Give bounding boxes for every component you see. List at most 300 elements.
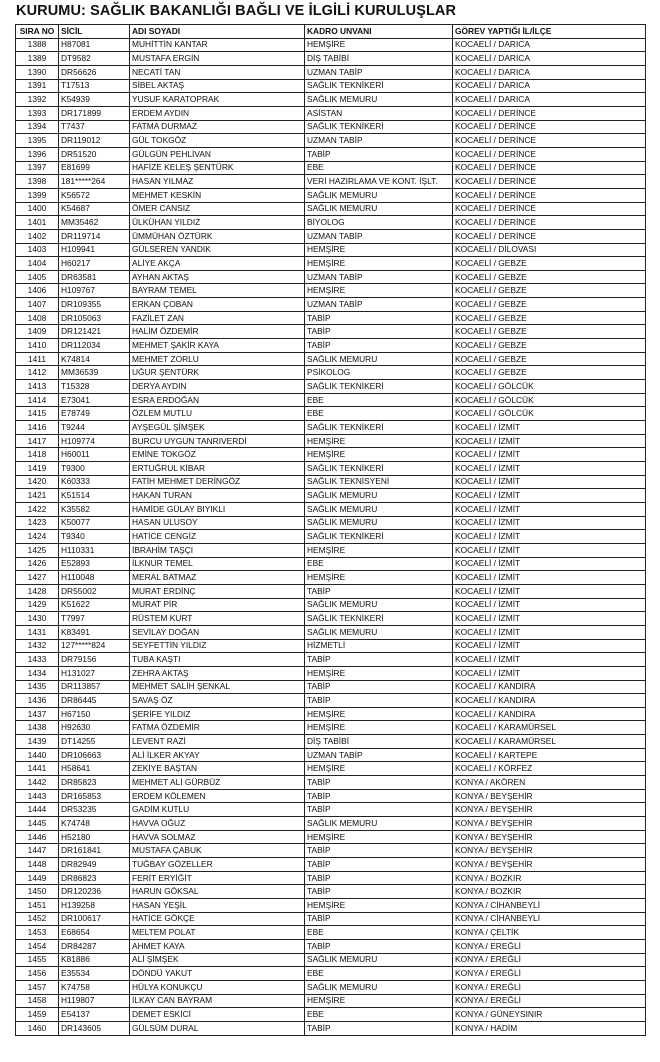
sira-no-cell: 1454 <box>16 939 59 953</box>
table-row <box>16 52 646 66</box>
table-row <box>16 844 646 858</box>
adi-soyadi-cell: DERYA AYDIN <box>130 380 305 394</box>
gorev-yeri-cell: KOCAELİ / KANDIRA <box>453 694 646 708</box>
sira-no-cell: 1438 <box>16 721 59 735</box>
kadro-unvani-cell: TABİP <box>305 680 453 694</box>
table-row <box>16 721 646 735</box>
header-kadro-unvani: KADRO UNVANI <box>305 25 453 39</box>
sira-no-cell: 1424 <box>16 530 59 544</box>
sicil-cell: MM36539 <box>59 366 130 380</box>
gorev-yeri-cell: KOCAELİ / İZMİT <box>453 475 646 489</box>
adi-soyadi-cell: YUSUF KARATOPRAK <box>130 93 305 107</box>
sicil-cell: K51514 <box>59 489 130 503</box>
sicil-cell: DR106663 <box>59 748 130 762</box>
kadro-unvani-cell: HEMŞİRE <box>305 721 453 735</box>
sira-no-cell: 1442 <box>16 776 59 790</box>
sicil-cell: T15328 <box>59 380 130 394</box>
table-row <box>16 516 646 530</box>
adi-soyadi-cell: NECATİ TAN <box>130 65 305 79</box>
sira-no-cell: 1396 <box>16 147 59 161</box>
kadro-unvani-cell: TABİP <box>305 789 453 803</box>
sicil-cell: K56572 <box>59 188 130 202</box>
gorev-yeri-cell: KOCAELİ / İZMİT <box>453 448 646 462</box>
table-row <box>16 229 646 243</box>
adi-soyadi-cell: ÖMER CANSIZ <box>130 202 305 216</box>
gorev-yeri-cell: KOCAELİ / DERİNCE <box>453 106 646 120</box>
gorev-yeri-cell: KONYA / EREĞLİ <box>453 980 646 994</box>
sicil-cell: K74758 <box>59 980 130 994</box>
sira-no-cell: 1413 <box>16 380 59 394</box>
sicil-cell: H110048 <box>59 571 130 585</box>
adi-soyadi-cell: HÜLYA KONUKÇU <box>130 980 305 994</box>
kadro-unvani-cell: SAĞLIK MEMURU <box>305 202 453 216</box>
gorev-yeri-cell: KOCAELİ / GEBZE <box>453 257 646 271</box>
sira-no-cell: 1446 <box>16 830 59 844</box>
adi-soyadi-cell: ÜLKÜHAN YILDIZ <box>130 216 305 230</box>
gorev-yeri-cell: KOCAELİ / İZMİT <box>453 612 646 626</box>
table-row <box>16 680 646 694</box>
gorev-yeri-cell: KOCAELİ / GÖLCÜK <box>453 380 646 394</box>
sicil-cell: DR109355 <box>59 298 130 312</box>
adi-soyadi-cell: MEHMET ŞAKİR KAYA <box>130 339 305 353</box>
table-row <box>16 694 646 708</box>
sira-no-cell: 1419 <box>16 462 59 476</box>
gorev-yeri-cell: KOCAELİ / KÖRFEZ <box>453 762 646 776</box>
adi-soyadi-cell: MUSTAFA ÇABUK <box>130 844 305 858</box>
adi-soyadi-cell: SEVİLAY DOĞAN <box>130 625 305 639</box>
table-row <box>16 994 646 1008</box>
sicil-cell: E54137 <box>59 1008 130 1022</box>
page-title: KURUMU: SAĞLIK BAKANLIĞI BAĞLI VE İLGİLİ KURULUŞLAR <box>16 3 457 19</box>
kadro-unvani-cell: SAĞLIK MEMURU <box>305 188 453 202</box>
sira-no-cell: 1460 <box>16 1021 59 1035</box>
sira-no-cell: 1394 <box>16 120 59 134</box>
gorev-yeri-cell: KOCAELİ / KANDIRA <box>453 680 646 694</box>
sicil-cell: DT9582 <box>59 52 130 66</box>
gorev-yeri-cell: KOCAELİ / DERİNCE <box>453 147 646 161</box>
table-row <box>16 270 646 284</box>
sicil-cell: DR161841 <box>59 844 130 858</box>
sira-no-cell: 1458 <box>16 994 59 1008</box>
sira-no-cell: 1402 <box>16 229 59 243</box>
kadro-unvani-cell: SAĞLIK TEKNİSYENİ <box>305 475 453 489</box>
adi-soyadi-cell: MEHMET SALİH ŞENKAL <box>130 680 305 694</box>
gorev-yeri-cell: KONYA / CİHANBEYLİ <box>453 899 646 913</box>
gorev-yeri-cell: KOCAELİ / GEBZE <box>453 298 646 312</box>
adi-soyadi-cell: ÖZLEM MUTLU <box>130 407 305 421</box>
sicil-cell: H60011 <box>59 448 130 462</box>
adi-soyadi-cell: ALİYE AKÇA <box>130 257 305 271</box>
sicil-cell: DR112034 <box>59 339 130 353</box>
sicil-cell: H119807 <box>59 994 130 1008</box>
sira-no-cell: 1453 <box>16 926 59 940</box>
gorev-yeri-cell: KOCAELİ / GÖLCÜK <box>453 393 646 407</box>
adi-soyadi-cell: MEHMET KESKİN <box>130 188 305 202</box>
table-row <box>16 858 646 872</box>
gorev-yeri-cell: KOCAELİ / İZMİT <box>453 516 646 530</box>
kadro-unvani-cell: EBE <box>305 926 453 940</box>
table-row <box>16 161 646 175</box>
sira-no-cell: 1395 <box>16 134 59 148</box>
table-row <box>16 202 646 216</box>
sira-no-cell: 1459 <box>16 1008 59 1022</box>
sira-no-cell: 1440 <box>16 748 59 762</box>
adi-soyadi-cell: ESRA ERDOĞAN <box>130 393 305 407</box>
sicil-cell: DR165853 <box>59 789 130 803</box>
table-row <box>16 502 646 516</box>
sira-no-cell: 1449 <box>16 871 59 885</box>
adi-soyadi-cell: AHMET KAYA <box>130 939 305 953</box>
gorev-yeri-cell: KOCAELİ / İZMİT <box>453 502 646 516</box>
gorev-yeri-cell: KOCAELİ / İZMİT <box>453 584 646 598</box>
sira-no-cell: 1391 <box>16 79 59 93</box>
table-row <box>16 653 646 667</box>
sicil-cell: T7997 <box>59 612 130 626</box>
table-row <box>16 175 646 189</box>
sicil-cell: T7437 <box>59 120 130 134</box>
sicil-cell: DR113857 <box>59 680 130 694</box>
gorev-yeri-cell: KOCAELİ / GEBZE <box>453 352 646 366</box>
sira-no-cell: 1439 <box>16 735 59 749</box>
sira-no-cell: 1427 <box>16 571 59 585</box>
sira-no-cell: 1411 <box>16 352 59 366</box>
adi-soyadi-cell: FAZİLET ZAN <box>130 311 305 325</box>
sira-no-cell: 1405 <box>16 270 59 284</box>
sira-no-cell: 1423 <box>16 516 59 530</box>
kadro-unvani-cell: TABİP <box>305 311 453 325</box>
sira-no-cell: 1392 <box>16 93 59 107</box>
kadro-unvani-cell: TABİP <box>305 803 453 817</box>
kadro-unvani-cell: SAĞLIK TEKNİKERİ <box>305 462 453 476</box>
sira-no-cell: 1457 <box>16 980 59 994</box>
sira-no-cell: 1401 <box>16 216 59 230</box>
adi-soyadi-cell: GÜLSEREN YANDIK <box>130 243 305 257</box>
sicil-cell: DR55002 <box>59 584 130 598</box>
adi-soyadi-cell: SİBEL AKTAŞ <box>130 79 305 93</box>
table-row <box>16 735 646 749</box>
gorev-yeri-cell: KOCAELİ / KANDIRA <box>453 707 646 721</box>
table-row <box>16 366 646 380</box>
sira-no-cell: 1434 <box>16 666 59 680</box>
table-row <box>16 1008 646 1022</box>
kadro-unvani-cell: HEMŞİRE <box>305 994 453 1008</box>
sicil-cell: H52180 <box>59 830 130 844</box>
adi-soyadi-cell: UĞUR ŞENTÜRK <box>130 366 305 380</box>
sicil-cell: DR143605 <box>59 1021 130 1035</box>
adi-soyadi-cell: ERTUĞRUL KİBAR <box>130 462 305 476</box>
adi-soyadi-cell: BAYRAM TEMEL <box>130 284 305 298</box>
kadro-unvani-cell: TABİP <box>305 871 453 885</box>
kadro-unvani-cell: TABİP <box>305 939 453 953</box>
gorev-yeri-cell: KONYA / BEYŞEHİR <box>453 844 646 858</box>
table-row <box>16 216 646 230</box>
sira-no-cell: 1436 <box>16 694 59 708</box>
kadro-unvani-cell: PSİKOLOG <box>305 366 453 380</box>
gorev-yeri-cell: KOCAELİ / DERİNCE <box>453 161 646 175</box>
adi-soyadi-cell: MUSTAFA ERGİN <box>130 52 305 66</box>
gorev-yeri-cell: KOCAELİ / DARICA <box>453 52 646 66</box>
sicil-cell: K60333 <box>59 475 130 489</box>
sicil-cell: H109767 <box>59 284 130 298</box>
sicil-cell: DR63581 <box>59 270 130 284</box>
sicil-cell: DR51520 <box>59 147 130 161</box>
adi-soyadi-cell: HAMİDE GÜLAY BIYIKLI <box>130 502 305 516</box>
header-gorev-il-ilce: GÖREV YAPTIĞI İL/İLÇE <box>453 25 646 39</box>
gorev-yeri-cell: KONYA / CİHANBEYLİ <box>453 912 646 926</box>
adi-soyadi-cell: HASAN YEŞİL <box>130 899 305 913</box>
kadro-unvani-cell: SAĞLIK MEMURU <box>305 516 453 530</box>
sira-no-cell: 1443 <box>16 789 59 803</box>
adi-soyadi-cell: İLKNUR TEMEL <box>130 557 305 571</box>
gorev-yeri-cell: KOCAELİ / GEBZE <box>453 311 646 325</box>
gorev-yeri-cell: KOCAELİ / DERİNCE <box>453 202 646 216</box>
table-row <box>16 380 646 394</box>
table-row <box>16 912 646 926</box>
sicil-cell: T9340 <box>59 530 130 544</box>
sira-no-cell: 1407 <box>16 298 59 312</box>
kadro-unvani-cell: EBE <box>305 393 453 407</box>
gorev-yeri-cell: KOCAELİ / DERİNCE <box>453 188 646 202</box>
gorev-yeri-cell: KOCAELİ / KARAMÜRSEL <box>453 721 646 735</box>
adi-soyadi-cell: TUBA KAŞTI <box>130 653 305 667</box>
adi-soyadi-cell: HAVVA SOLMAZ <box>130 830 305 844</box>
sicil-cell: H131027 <box>59 666 130 680</box>
table-row <box>16 462 646 476</box>
sira-no-cell: 1399 <box>16 188 59 202</box>
kadro-unvani-cell: HEMŞİRE <box>305 434 453 448</box>
gorev-yeri-cell: KOCAELİ / KARAMÜRSEL <box>453 735 646 749</box>
sira-no-cell: 1397 <box>16 161 59 175</box>
adi-soyadi-cell: ÜMMÜHAN ÖZTÜRK <box>130 229 305 243</box>
kadro-unvani-cell: SAĞLIK MEMURU <box>305 817 453 831</box>
gorev-yeri-cell: KOCAELİ / İZMİT <box>453 434 646 448</box>
sira-no-cell: 1406 <box>16 284 59 298</box>
table-row <box>16 584 646 598</box>
adi-soyadi-cell: FERİT ERYİĞİT <box>130 871 305 885</box>
kadro-unvani-cell: ASİSTAN <box>305 106 453 120</box>
adi-soyadi-cell: GÜL TOKGÖZ <box>130 134 305 148</box>
kadro-unvani-cell: TABİP <box>305 584 453 598</box>
gorev-yeri-cell: KONYA / EREĞLİ <box>453 967 646 981</box>
sira-no-cell: 1428 <box>16 584 59 598</box>
adi-soyadi-cell: MEHMET ALİ GÜRBÜZ <box>130 776 305 790</box>
table-row <box>16 748 646 762</box>
sicil-cell: H60217 <box>59 257 130 271</box>
gorev-yeri-cell: KOCAELİ / DERİNCE <box>453 216 646 230</box>
kadro-unvani-cell: TABİP <box>305 858 453 872</box>
sicil-cell: T9300 <box>59 462 130 476</box>
kadro-unvani-cell: DİŞ TABİBİ <box>305 52 453 66</box>
adi-soyadi-cell: FATİH MEHMET DERİNGÖZ <box>130 475 305 489</box>
sicil-cell: DR121421 <box>59 325 130 339</box>
gorev-yeri-cell: KOCAELİ / DERİNCE <box>453 120 646 134</box>
sicil-cell: K50077 <box>59 516 130 530</box>
table-row <box>16 571 646 585</box>
kadro-unvani-cell: EBE <box>305 1008 453 1022</box>
adi-soyadi-cell: MURAT ERDİNÇ <box>130 584 305 598</box>
gorev-yeri-cell: KOCAELİ / DARICA <box>453 93 646 107</box>
sira-no-cell: 1421 <box>16 489 59 503</box>
table-row <box>16 762 646 776</box>
table-row <box>16 120 646 134</box>
adi-soyadi-cell: SAVAŞ ÖZ <box>130 694 305 708</box>
sicil-cell: T9244 <box>59 421 130 435</box>
table-row <box>16 639 646 653</box>
table-header-row <box>16 25 646 39</box>
header-adi-soyadi: ADI SOYADI <box>130 25 305 39</box>
sira-no-cell: 1422 <box>16 502 59 516</box>
gorev-yeri-cell: KOCAELİ / DERİNCE <box>453 229 646 243</box>
sicil-cell: K35582 <box>59 502 130 516</box>
sira-no-cell: 1410 <box>16 339 59 353</box>
adi-soyadi-cell: MERAL BATMAZ <box>130 571 305 585</box>
sicil-cell: DR56626 <box>59 65 130 79</box>
table-row <box>16 980 646 994</box>
kadro-unvani-cell: TABİP <box>305 653 453 667</box>
gorev-yeri-cell: KOCAELİ / KARTEPE <box>453 748 646 762</box>
table-row <box>16 65 646 79</box>
sicil-cell: E81699 <box>59 161 130 175</box>
kadro-unvani-cell: SAĞLIK MEMURU <box>305 598 453 612</box>
sira-no-cell: 1431 <box>16 625 59 639</box>
sira-no-cell: 1433 <box>16 653 59 667</box>
gorev-yeri-cell: KONYA / EREĞLİ <box>453 994 646 1008</box>
adi-soyadi-cell: GÜLSÜM DURAL <box>130 1021 305 1035</box>
kadro-unvani-cell: TABİP <box>305 844 453 858</box>
table-row <box>16 134 646 148</box>
table-row <box>16 666 646 680</box>
gorev-yeri-cell: KOCAELİ / İZMİT <box>453 639 646 653</box>
gorev-yeri-cell: KONYA / BOZKIR <box>453 885 646 899</box>
adi-soyadi-cell: AYŞEGÜL ŞİMŞEK <box>130 421 305 435</box>
table-row <box>16 298 646 312</box>
sira-no-cell: 1404 <box>16 257 59 271</box>
table-row <box>16 325 646 339</box>
adi-soyadi-cell: RÜSTEM KURT <box>130 612 305 626</box>
sicil-cell: E52893 <box>59 557 130 571</box>
kadro-unvani-cell: UZMAN TABİP <box>305 748 453 762</box>
table-row <box>16 926 646 940</box>
adi-soyadi-cell: HASAN YILMAZ <box>130 175 305 189</box>
adi-soyadi-cell: MUHİTTİN KANTAR <box>130 38 305 52</box>
sira-no-cell: 1408 <box>16 311 59 325</box>
adi-soyadi-cell: GADİM KUTLU <box>130 803 305 817</box>
kadro-unvani-cell: UZMAN TABİP <box>305 65 453 79</box>
adi-soyadi-cell: ERDEM AYDIN <box>130 106 305 120</box>
gorev-yeri-cell: KOCAELİ / GÖLCÜK <box>453 407 646 421</box>
gorev-yeri-cell: KOCAELİ / İZMİT <box>453 530 646 544</box>
sicil-cell: K74748 <box>59 817 130 831</box>
kadro-unvani-cell: SAĞLIK TEKNİKERİ <box>305 380 453 394</box>
sicil-cell: DR84287 <box>59 939 130 953</box>
sira-no-cell: 1414 <box>16 393 59 407</box>
sira-no-cell: 1412 <box>16 366 59 380</box>
gorev-yeri-cell: KOCAELİ / GEBZE <box>453 270 646 284</box>
table-row <box>16 188 646 202</box>
kadro-unvani-cell: UZMAN TABİP <box>305 270 453 284</box>
sicil-cell: 127*****824 <box>59 639 130 653</box>
gorev-yeri-cell: KOCAELİ / İZMİT <box>453 462 646 476</box>
table-row <box>16 953 646 967</box>
sira-no-cell: 1417 <box>16 434 59 448</box>
kadro-unvani-cell: VERİ HAZIRLAMA VE KONT. İŞLT. <box>305 175 453 189</box>
adi-soyadi-cell: EMİNE TOKGÖZ <box>130 448 305 462</box>
sicil-cell: DR86445 <box>59 694 130 708</box>
kadro-unvani-cell: UZMAN TABİP <box>305 298 453 312</box>
adi-soyadi-cell: SEYFETTİN YILDIZ <box>130 639 305 653</box>
kadro-unvani-cell: TABİP <box>305 325 453 339</box>
sira-no-cell: 1444 <box>16 803 59 817</box>
table-row <box>16 871 646 885</box>
gorev-yeri-cell: KOCAELİ / DERİNCE <box>453 175 646 189</box>
sicil-cell: H67150 <box>59 707 130 721</box>
adi-soyadi-cell: GÜLGÜN PEHLİVAN <box>130 147 305 161</box>
table-row <box>16 899 646 913</box>
table-row <box>16 106 646 120</box>
kadro-unvani-cell: SAĞLIK TEKNİKERİ <box>305 530 453 544</box>
sira-no-cell: 1451 <box>16 899 59 913</box>
kadro-unvani-cell: SAĞLIK TEKNİKERİ <box>305 79 453 93</box>
sicil-cell: DR171899 <box>59 106 130 120</box>
sicil-cell: DR79156 <box>59 653 130 667</box>
sicil-cell: H87081 <box>59 38 130 52</box>
kadro-unvani-cell: HEMŞİRE <box>305 666 453 680</box>
kadro-unvani-cell: SAĞLIK TEKNİKERİ <box>305 421 453 435</box>
gorev-yeri-cell: KOCAELİ / DARICA <box>453 79 646 93</box>
gorev-yeri-cell: KONYA / AKÖREN <box>453 776 646 790</box>
table-row <box>16 776 646 790</box>
sira-no-cell: 1400 <box>16 202 59 216</box>
sicil-cell: K74814 <box>59 352 130 366</box>
adi-soyadi-cell: LEVENT RAZİ <box>130 735 305 749</box>
sira-no-cell: 1425 <box>16 543 59 557</box>
sira-no-cell: 1426 <box>16 557 59 571</box>
table-row <box>16 817 646 831</box>
sicil-cell: DT14255 <box>59 735 130 749</box>
gorev-yeri-cell: KOCAELİ / İZMİT <box>453 557 646 571</box>
gorev-yeri-cell: KOCAELİ / İZMİT <box>453 571 646 585</box>
sicil-cell: 181*****264 <box>59 175 130 189</box>
sira-no-cell: 1388 <box>16 38 59 52</box>
table-row <box>16 598 646 612</box>
adi-soyadi-cell: ZEKİYE BAŞTAN <box>130 762 305 776</box>
sicil-cell: E78749 <box>59 407 130 421</box>
table-row <box>16 475 646 489</box>
gorev-yeri-cell: KONYA / EREĞLİ <box>453 953 646 967</box>
gorev-yeri-cell: KOCAELİ / DERİNCE <box>453 134 646 148</box>
gorev-yeri-cell: KOCAELİ / GEBZE <box>453 339 646 353</box>
sira-no-cell: 1390 <box>16 65 59 79</box>
adi-soyadi-cell: HAVVA OĞUZ <box>130 817 305 831</box>
gorev-yeri-cell: KOCAELİ / İZMİT <box>453 489 646 503</box>
table-row <box>16 543 646 557</box>
gorev-yeri-cell: KOCAELİ / GEBZE <box>453 325 646 339</box>
gorev-yeri-cell: KONYA / BEYŞEHİR <box>453 789 646 803</box>
sira-no-cell: 1441 <box>16 762 59 776</box>
table-row <box>16 79 646 93</box>
table-row <box>16 38 646 52</box>
adi-soyadi-cell: HAKAN TURAN <box>130 489 305 503</box>
kadro-unvani-cell: EBE <box>305 557 453 571</box>
kadro-unvani-cell: TABİP <box>305 912 453 926</box>
sira-no-cell: 1418 <box>16 448 59 462</box>
sira-no-cell: 1456 <box>16 967 59 981</box>
kadro-unvani-cell: HEMŞİRE <box>305 543 453 557</box>
table-row <box>16 339 646 353</box>
table-row <box>16 407 646 421</box>
personnel-table <box>15 24 646 1036</box>
sira-no-cell: 1455 <box>16 953 59 967</box>
